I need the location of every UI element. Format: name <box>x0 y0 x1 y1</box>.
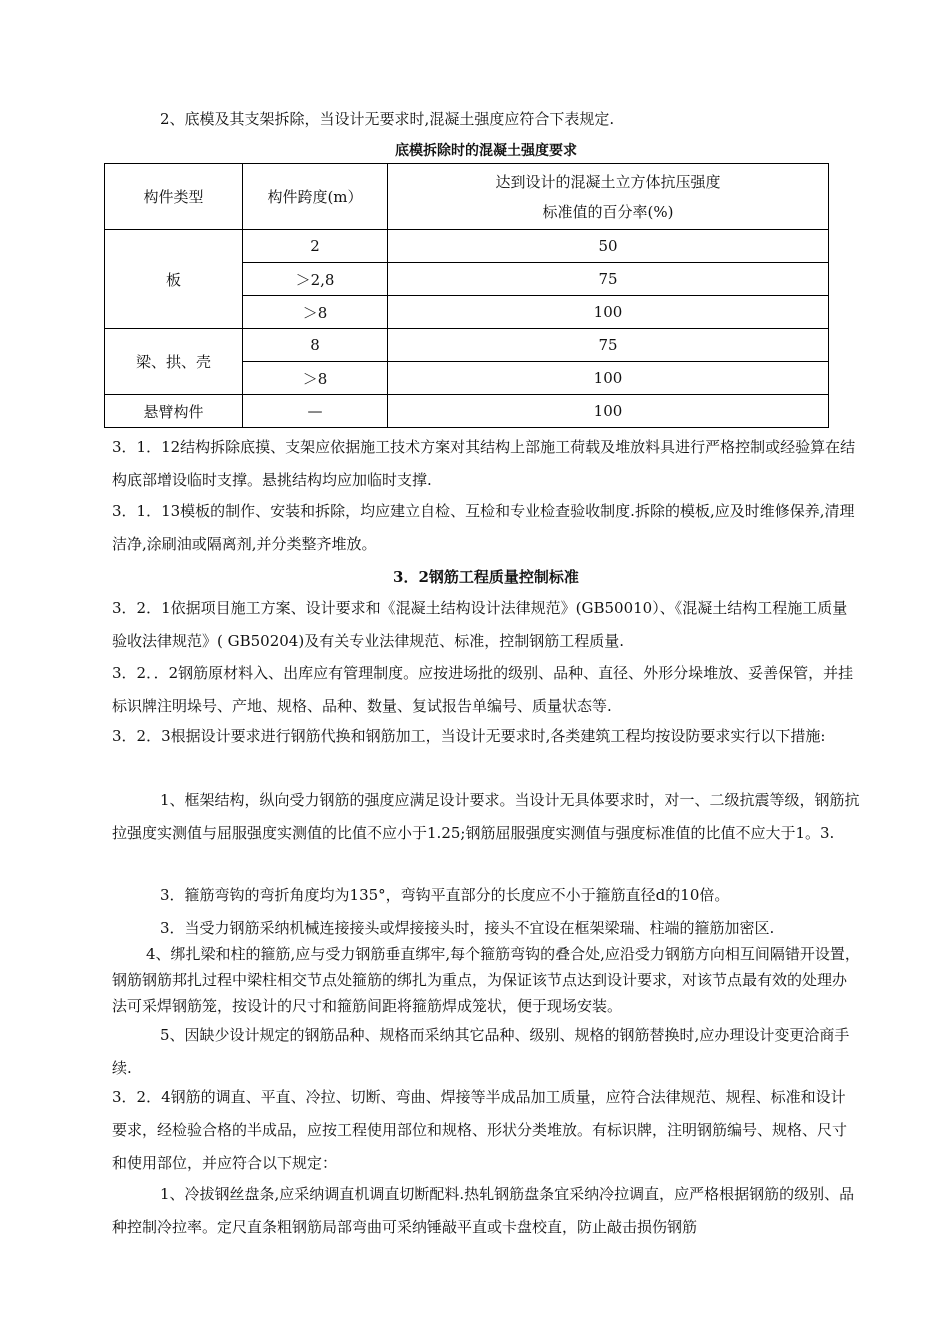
table-row <box>105 230 829 263</box>
list-item-4: 4、绑扎梁和柱的箍筋,应与受力钢筋垂直绑牢,每个箍筋弯钩的叠合处,应沿受力钢筋方向相互间隔错开设置，钢筋钢筋邦扎过程中梁柱相交节点处箍筋的绑扎为重点，为保证该节点达到设计要求，对该节点最有效的处理办法可采焊钢筋笼，按设计的尺寸和箍筋间距将箍筋焊成笼状，便于现场安装。 <box>112 945 860 1015</box>
list-item-3b: 3．当受力钢筋采纳机械连接接头或焊接接头时，接头不宜设在框架梁瑞、柱端的箍筋加密区. <box>160 919 775 937</box>
percent-cell: 100 <box>388 395 829 428</box>
paragraph-3-1-13: 3．1．13模板的制作、安装和拆除，均应建立自检、互检和专业检查验收制度.拆除的模板,应及时维修保养,清理洁净,涂刷油或隔离剂,并分类整齐堆放。 <box>112 502 855 553</box>
paragraph-3-2-4: 3．2．4钢筋的调直、平直、冷拉、切断、弯曲、焊接等半成品加工质量，应符合法律规范、规程、标准和设计要求，经检验合格的半成品，应按工程使用部位和规格、形状分类堆放。有标识牌，注明钢筋编号、规格、尺寸和使用部位，并应符合以下规定： <box>112 1088 848 1172</box>
header-percent-line1: 达到设计的混凝土立方体抗压强度 <box>495 172 721 191</box>
table-header-row <box>105 164 829 230</box>
paragraph-3-2-1: 3．2．1依据项目施工方案、设计要求和《混凝土结构设计法律规范》(GB50010）、《混凝土结构工程施工质量验收法律规范》( GB50204)及有关专业法律规范、标准，控制钢筋工程质量. <box>112 599 848 650</box>
list-item-3a: 3．箍筋弯钩的弯折角度均为135°，弯钩平直部分的长度应不小于箍筋直径d的10倍。 <box>160 886 730 904</box>
paragraph-3-2-3: 3．2．3根据设计要求进行钢筋代换和钢筋加工，当设计无要求时,各类建筑工程均按设防要求实行以下措施: <box>112 727 826 745</box>
paragraph-3-1-12: 3．1．12结构拆除底摸、支架应依据施工技术方案对其结构上部施工荷载及堆放料具进行严格控制或经验算在结构底部增设临时支撑。悬挑结构均应加临时支撑. <box>112 438 856 489</box>
header-type: 构件类型 <box>105 164 243 230</box>
header-percent-line2: 标准值的百分率(%) <box>542 202 674 221</box>
span-cell: ＞8 <box>243 296 388 329</box>
type-cell: 梁、拱、壳 <box>105 329 243 395</box>
paragraph-3-2-2: 3．2．．2钢筋原材料入、出库应有管理制度。应按进场批的级别、品种、直径、外形分垛堆放、妥善保管，并挂标识牌注明垛号、产地、规格、品种、数量、复试报告单编号、质量状态等. <box>112 664 854 715</box>
span-cell: 2 <box>243 230 388 263</box>
percent-cell: 75 <box>388 329 829 362</box>
span-cell: ＞2,8 <box>243 263 388 296</box>
header-percent <box>388 164 829 230</box>
table-row <box>105 395 829 428</box>
table-row <box>105 329 829 362</box>
list-item-5: 5、因缺少设计规定的钢筋品种、规格而采纳其它品种、级别、规格的钢筋替换时,应办理设计变更洽商手续. <box>112 1026 850 1077</box>
concrete-strength-table <box>104 163 829 428</box>
list-item-1: 1、框架结构，纵向受力钢筋的强度应满足设计要求。当设计无具体要求时，对一、二级抗震等级，钢筋抗拉强度实测值与屈服强度实测值的比值不应小于1.25;钢筋屈服强度实测值与强度标准值的比值不应大于1。3. <box>112 791 860 842</box>
span-cell: ＞8 <box>243 362 388 395</box>
span-cell: 8 <box>243 329 388 362</box>
type-cell: 悬臂构件 <box>105 395 243 428</box>
intro-paragraph: 2、底模及其支架拆除，当设计无要求时,混凝土强度应符合下表规定. <box>160 110 615 128</box>
percent-cell: 75 <box>388 263 829 296</box>
header-span: 构件跨度(m） <box>243 164 388 230</box>
sub-item-1: 1、冷拔钢丝盘条,应采纳调直机调直切断配料.热轧钢筋盘条宜采纳冷拉调直，应严格根据钢筋的级别、品种控制冷拉率。定尺直条粗钢筋局部弯曲可采纳锤敲平直或卡盘校直，防止敲击损伤钢筋 <box>112 1185 855 1236</box>
section-heading-3-2: 3．2钢筋工程质量控制标准 <box>393 568 579 586</box>
span-cell: — <box>243 395 388 428</box>
percent-cell: 100 <box>388 296 829 329</box>
table-title: 底模拆除时的混凝土强度要求 <box>395 143 577 159</box>
percent-cell: 100 <box>388 362 829 395</box>
type-cell: 板 <box>105 230 243 329</box>
percent-cell: 50 <box>388 230 829 263</box>
